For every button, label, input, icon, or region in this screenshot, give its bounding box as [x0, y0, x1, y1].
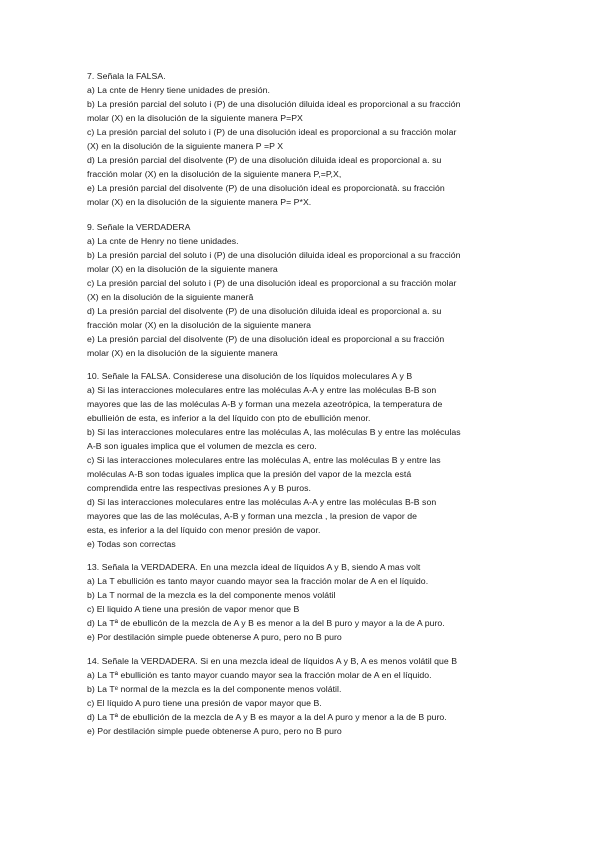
- question-7-option-b: b) La presión parcial del soluto i (P) de una disolución diluida ideal es proporcional a su fracción: [87, 99, 461, 109]
- question-10-option-a-cont: ebullieión de esta, es inferior a la del líquido con pto de ebullición menor.: [87, 413, 371, 423]
- question-10-option-b-cont: A-B son iguales implica que el volumen de mezcla es cero.: [87, 441, 317, 451]
- question-13-option-e: e) Por destilación simple puede obtenerse A puro, pero no B puro: [87, 632, 342, 642]
- question-9-option-c: c) La presión parcial del soluto i (P) de una disolución ideal es proporcional a su fracción molar: [87, 278, 457, 288]
- question-7-option-b-cont: molar (X) en la disolución de la siguiente manera P=PX: [87, 113, 303, 123]
- question-9-option-e: e) La presión parcial del disolvente (P) de una disolución ideal es proporcional a su fracción: [87, 334, 445, 344]
- question-13-option-d: d) La Tª de ebullicón de la mezcla de A y B es menor a la del B puro y mayor a la de A puro.: [87, 618, 445, 628]
- question-9-option-b-cont: molar (X) en la disolución de la siguiente manera: [87, 264, 278, 274]
- question-9-option-d: d) La presión parcial del disolvente (P) de una disolución diluida ideal es proporcional a. su: [87, 306, 442, 316]
- question-13-option-b: b) La T normal de la mezcla es la del componente menos volátil: [87, 590, 336, 600]
- question-14-title: 14. Señale la VERDADERA. Si en una mezcla ideal de líquidos A y B, A es menos volátil que B: [87, 656, 458, 666]
- question-7-option-a: a) La cnte de Henry tiene unidades de presión.: [87, 85, 270, 95]
- question-10-option-b: b) Si las interacciones moleculares entre las moléculas A, las moléculas B y entre las moléculas: [87, 427, 461, 437]
- question-14-option-b: b) La Tᵉ normal de la mezcla es la del componente menos volátil.: [87, 684, 342, 694]
- question-9-option-a: a) La cnte de Henry no tiene unidades.: [87, 236, 239, 246]
- question-9-option-c-cont: (X) en la disolución de la siguiente manerâ: [87, 292, 254, 302]
- question-10-option-e: e) Todas son correctas: [87, 539, 176, 549]
- question-7-option-c-cont: (X) en la disolución de la siguiente manera P =P X: [87, 141, 284, 151]
- question-10-option-a-cont: mayores que las de las moléculas A-B y forman una mezela azeotrópica, la temperatura de: [87, 399, 443, 409]
- question-13-option-a: a) La T ebullición es tanto mayor cuando mayor sea la fracción molar de A en el líquido.: [87, 576, 429, 586]
- question-10-option-a: a) Si las interacciones moleculares entre las moléculas A-A y entre las moléculas B-B son: [87, 385, 437, 395]
- question-13-option-c: c) El liquido A tiene una presión de vapor menor que B: [87, 604, 300, 614]
- question-9-title: 9. Señale la VERDADERA: [87, 222, 191, 232]
- question-13-title: 13. Señala la VERDADERA. En una mezcla ideal de líquidos A y B, siendo A mas volt: [87, 562, 421, 572]
- question-7-option-e-cont: molar (X) en la disolución de la siguiente manera P= P*X.: [87, 197, 312, 207]
- question-7-option-e: e) La presión parcial del disolvente (P) de una disolución ideal es proporcionatà. su fracción: [87, 183, 445, 193]
- question-14-option-d: d) La Tª de ebullición de la mezcla de A y B es mayor a la del A puro y menor a la de B puro.: [87, 712, 447, 722]
- question-10-title: 10. Señale la FALSA. Considerese una disolución de los líquidos moleculares A y B: [87, 371, 413, 381]
- question-9-option-d-cont: fracción molar (X) en la disolución de la siguiente manera: [87, 320, 312, 330]
- question-9-option-e-cont: molar (X) en la disolución de la siguiente manera: [87, 348, 278, 358]
- question-14-option-a: a) La Tª ebullición es tanto mayor cuando mayor sea la fracción molar de A en el líquido.: [87, 670, 432, 680]
- question-10-option-d-cont: esta, es inferior a la del líquido con menor presión de vapor.: [87, 525, 321, 535]
- question-7-title: 7. Señala la FALSA.: [87, 71, 166, 81]
- question-14-option-e: e) Por destilación simple puede obtenerse A puro, pero no B puro: [87, 726, 342, 736]
- question-7-option-d-cont: fracción molar (X) en la disolución de la siguiente manera P,=P,X,: [87, 169, 342, 179]
- question-9-option-b: b) La presión parcial del soluto i (P) de una disolución diluida ideal es proporcional a su fracción: [87, 250, 461, 260]
- question-7-option-d: d) La presión parcial del disolvente (P) de una disolución diluida ideal es proporcional a. su: [87, 155, 442, 165]
- question-10-option-c-cont: comprendida entre las respectivas presiones A y B puros.: [87, 483, 311, 493]
- question-10-option-d: d) Si las interacciones moleculares entre las moléculas A-A y entre las moléculas B-B son: [87, 497, 437, 507]
- question-7-option-c: c) La presión parcial del soluto i (P) de una disolución ideal es proporcional a su fracción molar: [87, 127, 457, 137]
- question-10-option-c: c) Si las interacciones moleculares entre las moléculas A, entre las moléculas B y entre las: [87, 455, 441, 465]
- question-10-option-c-cont: moléculas A-B son todas iguales implica que la presión del vapor de la mezcla está: [87, 469, 412, 479]
- question-14-option-c: c) El líquido A puro tiene una presión de vapor mayor que B.: [87, 698, 322, 708]
- question-10-option-d-cont: mayores que las de las moléculas, A-B y forman una mezcla , la presion de vapor de: [87, 511, 418, 521]
